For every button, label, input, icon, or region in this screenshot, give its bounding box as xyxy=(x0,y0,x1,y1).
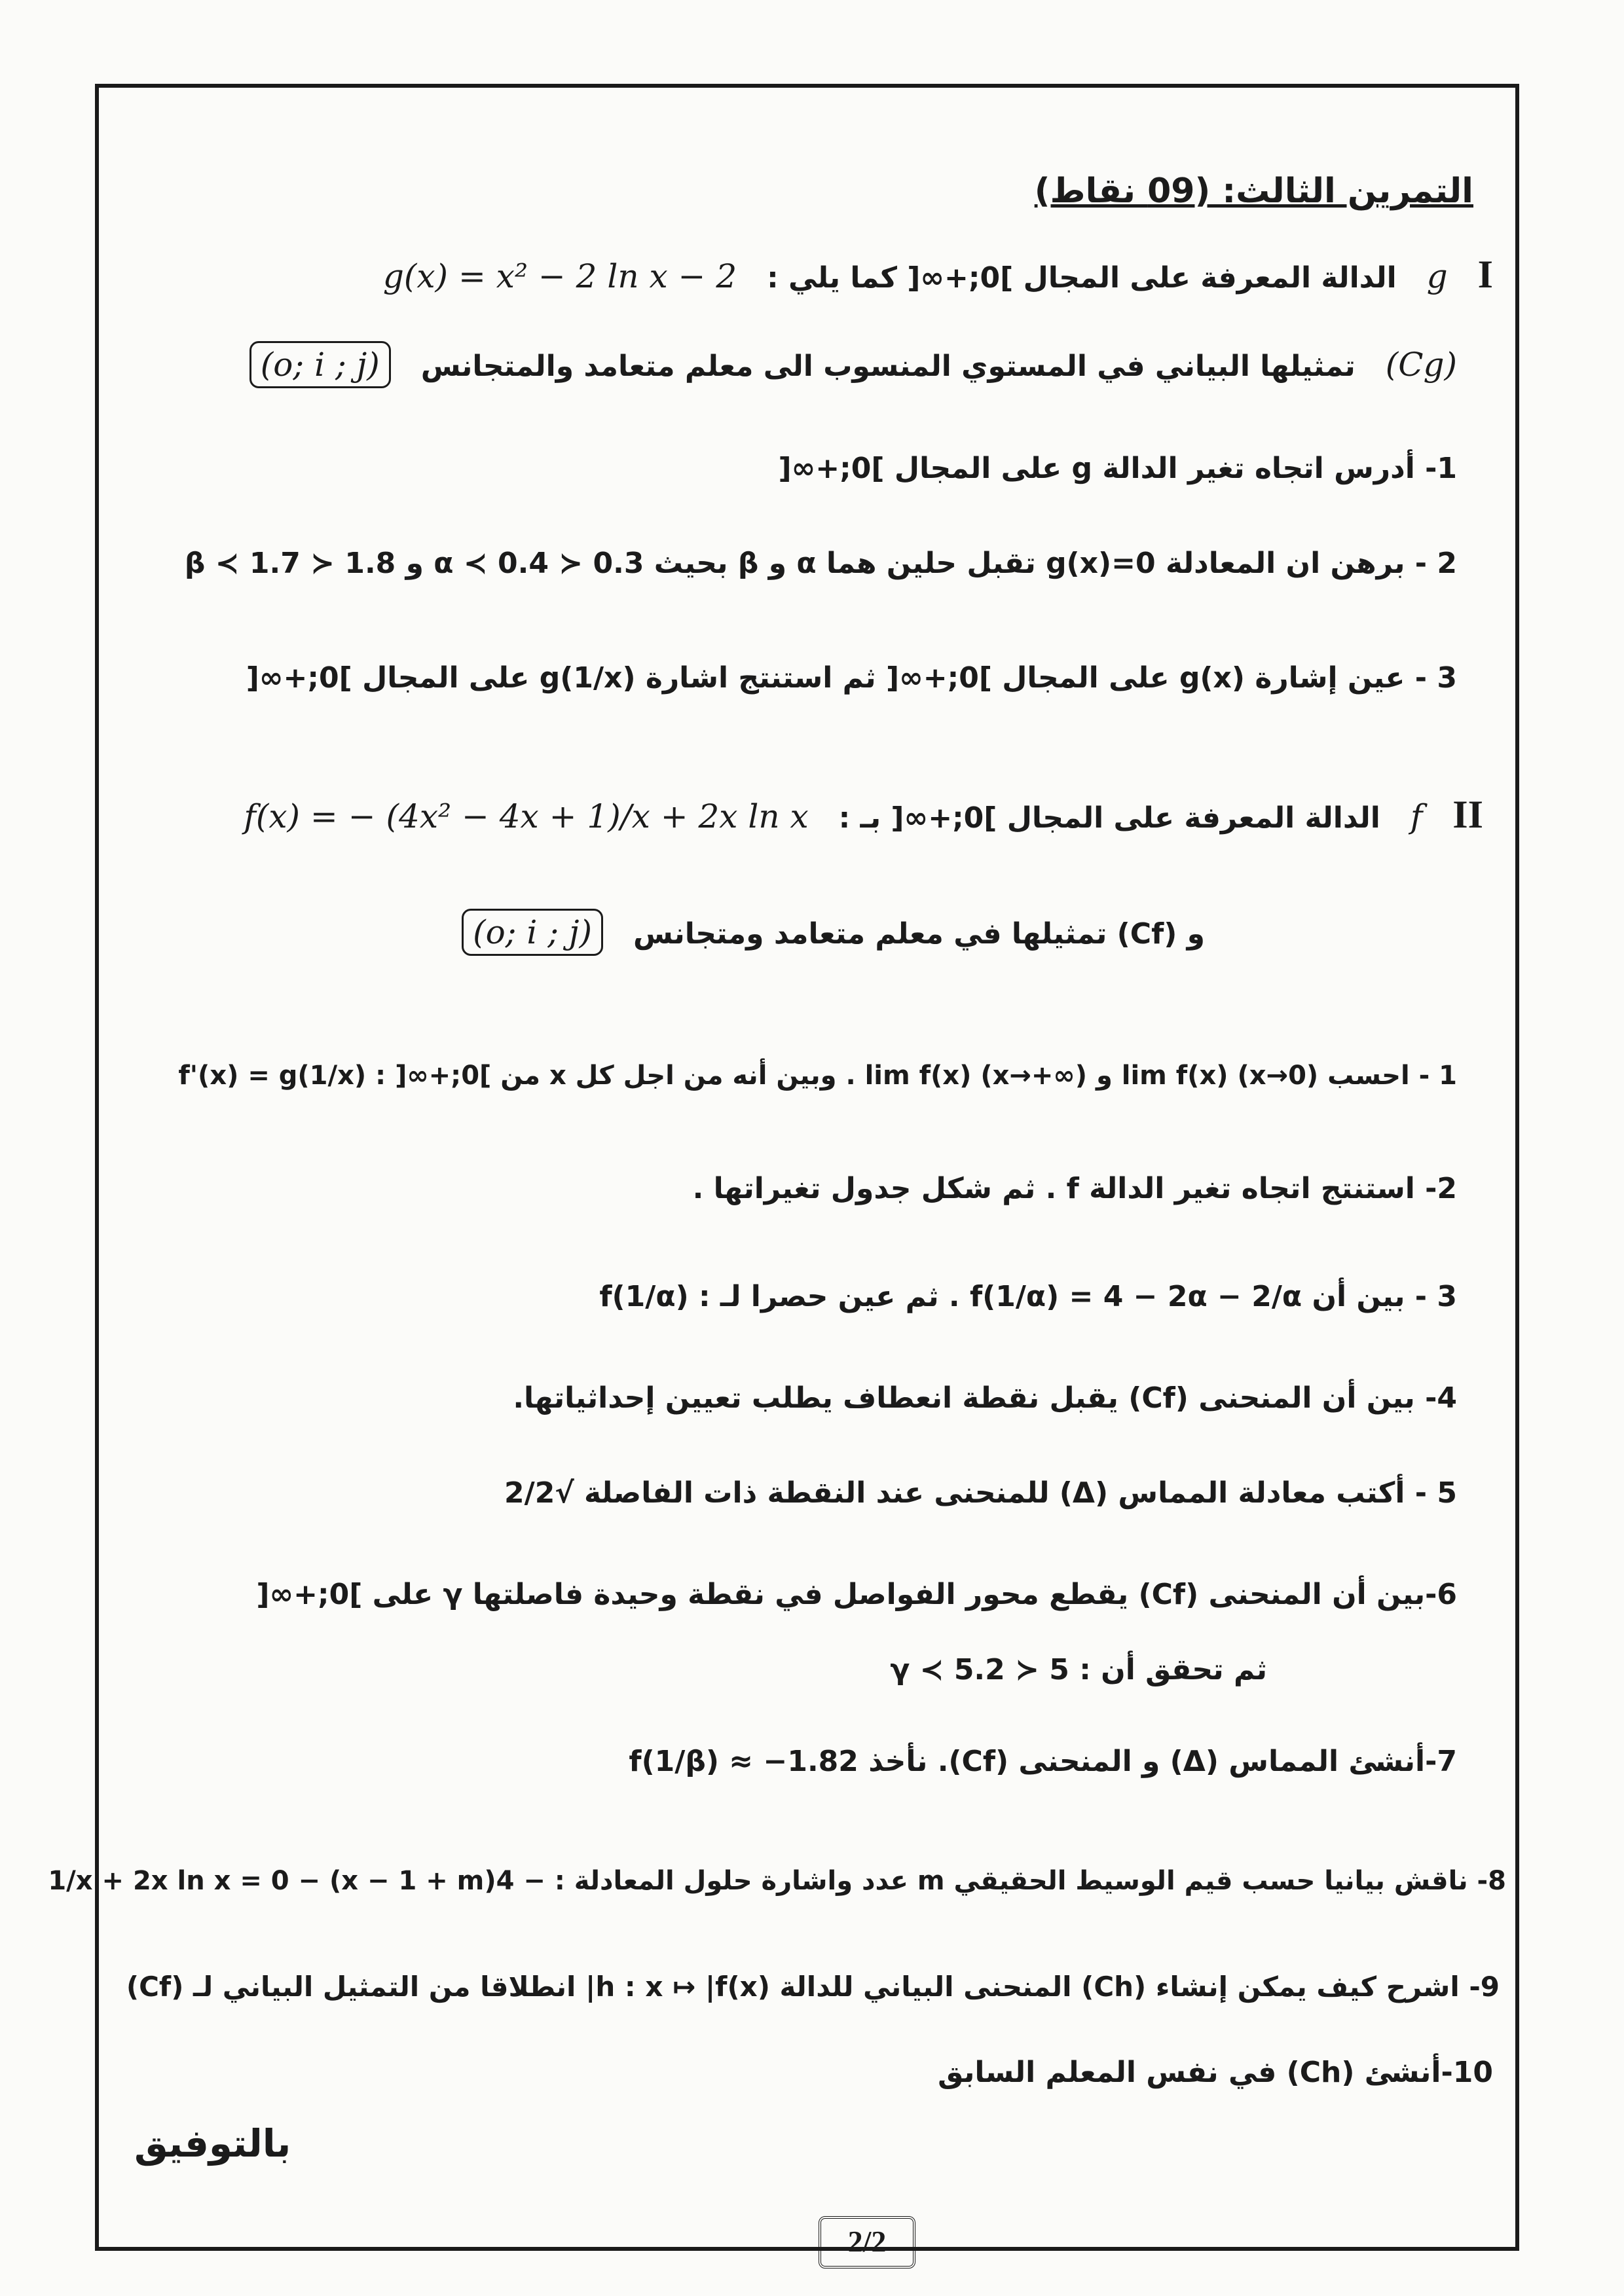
part2-formula: f(x) = − (4x² − 4x + 1)/x + 2x ln x xyxy=(244,797,809,835)
part2-def-text: الدالة المعرفة على المجال ]0;+∞[ بـ : xyxy=(838,801,1380,835)
part1-frame: (o; i ; j) xyxy=(249,341,391,388)
part2-question-2: 2- استنتج اتجاه تغير الدالة f . ثم شكل جدول تغيراتها . xyxy=(692,1172,1457,1205)
part1-definition xyxy=(383,252,1493,297)
part2-question-7: 7-أنشئ المماس (Δ) و المنحنى (Cf). نأخذ f(1/β) ≈ −1.82 xyxy=(629,1745,1457,1778)
part2-question-5: 5 - أكتب معادلة المماس (Δ) للمنحنى عند النقطة ذات الفاصلة √2/2 xyxy=(504,1476,1457,1510)
exam-frame xyxy=(95,84,1519,2251)
closing-text: بالتوفيق xyxy=(134,2121,291,2166)
part1-def-text: الدالة المعرفة على المجال ]0;+∞[ كما يلي : xyxy=(767,261,1397,295)
part2-question-4: 4- بين أن المنحنى (Cf) يقبل نقطة انعطاف يطلب تعيين إحداثياتها. xyxy=(513,1381,1457,1415)
part1-func-name: g xyxy=(1426,257,1448,295)
page-number: 2/2 xyxy=(819,2216,915,2269)
part2-representation xyxy=(462,913,1205,951)
part1-question-2: 2 - برهن ان المعادلة g(x)=0 تقبل حلين هما α و β بحيث 0.3 ≺ α ≺ 0.4 و 1.8 ≺ β ≺ 1.7 xyxy=(184,547,1457,580)
part2-question-1: 1 - احسب lim f(x) (x→0) و lim f(x) (x→+∞) . وبين أنه من اجل كل x من ]0;+∞[ : f'(x) = g(1/x) xyxy=(178,1061,1457,1091)
part2-question-9: 9- اشرح كيف يمكن إنشاء (Ch) المنحنى البياني للدالة h : x ↦ |f(x)| انطلاقا من التمثيل البياني لـ (Cf) xyxy=(126,1971,1500,2003)
part1-question-3: 3 - عين إشارة g(x) على المجال ]0;+∞[ ثم استنتج اشارة g(1/x) على المجال ]0;+∞[ xyxy=(246,661,1457,695)
part1-repr-text: تمثيلها البياني في المستوي المنسوب الى معلم متعامد والمتجانس xyxy=(420,350,1356,383)
part1-roman: I xyxy=(1477,253,1493,296)
part2-question-8: 8- ناقش بيانيا حسب قيم الوسيط الحقيقي m عدد واشارة حلول المعادلة : − 4(x − 1 + m) − 1/x + 2x ln x = 0 xyxy=(48,1866,1506,1896)
part2-roman: II xyxy=(1452,793,1483,836)
exercise-title-text: التمرين الثالث: (09 نقاط) xyxy=(1034,172,1473,211)
part2-func-name: f xyxy=(1410,797,1423,835)
part2-repr-text: و (Cf) تمثيلها في معلم متعامد ومتجانس xyxy=(633,917,1205,951)
exercise-title xyxy=(1035,172,1473,211)
part2-frame: (o; i ; j) xyxy=(462,909,603,956)
part2-question-6b: ثم تحقق أن : 5 ≺ γ ≺ 5.2 xyxy=(890,1653,1267,1686)
part2-question-6: 6-بين أن المنحنى (Cf) يقطع محور الفواصل في نقطة وحيدة فاصلتها γ على ]0;+∞[ xyxy=(256,1578,1457,1611)
part2-question-3: 3 - بين أن f(1/α) = 4 − 2α − 2/α . ثم عين حصرا لـ : f(1/α) xyxy=(599,1280,1457,1313)
part2-definition xyxy=(244,792,1483,837)
part1-representation xyxy=(249,346,1457,384)
part2-question-10: 10-أنشئ (Ch) في نفس المعلم السابق xyxy=(938,2056,1493,2089)
part1-formula: g(x) = x² − 2 ln x − 2 xyxy=(382,257,737,295)
part1-curve: (Cg) xyxy=(1385,346,1457,384)
part1-question-1: 1- أدرس اتجاه تغير الدالة g على المجال ]0;+∞[ xyxy=(778,452,1457,485)
